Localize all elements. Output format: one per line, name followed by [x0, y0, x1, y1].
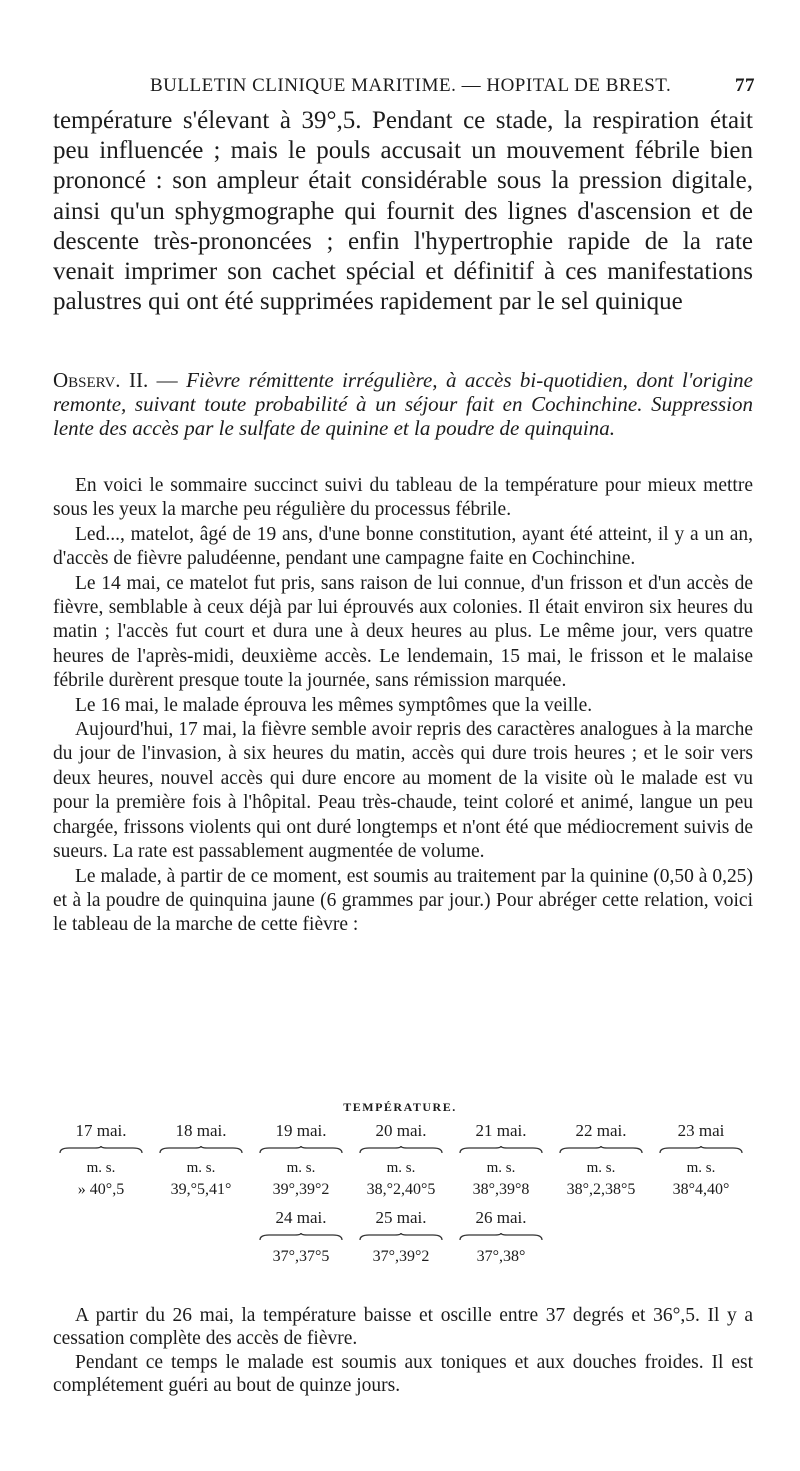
table-sub-cell: m. s.: [586, 1160, 616, 1176]
table-value-cell: 39°,39°2: [272, 1181, 330, 1198]
footer-paragraph: A partir du 26 mai, la température baisse et oscille entre 37 degrés et 36°,5. Il y a cessation complète des accès de fièvre.: [53, 1305, 753, 1350]
table-value-cell: 37°,39°2: [372, 1248, 430, 1265]
table-date-cell: 25 mai.: [375, 1208, 427, 1227]
body-paragraph: Le malade, à partir de ce moment, est soumis au traitement par la quinine (0,50 à 0,25) et à la poudre de quinquina jaune (6 grammes par jour.) Pour abréger cette relation, voici le tableau de la marche de cette fièvre :: [53, 865, 753, 936]
table-brace: [359, 1146, 443, 1154]
body-paragraph: Le 16 mai, le malade éprouva les mêmes symptômes que la veille.: [75, 694, 593, 716]
table-date-cell: 26 mai.: [475, 1208, 527, 1227]
table-brace: [259, 1233, 343, 1241]
table-sub-cell: m. s.: [186, 1160, 216, 1176]
table-braces-1: [53, 1146, 753, 1156]
table-value-cell: 38°,39°8: [472, 1181, 530, 1198]
observation-title: Fièvre rémittente irrégulière, à accès bi-quotidien, dont l'origine remonte, suivant toute probabilité à un séjour fait en Cochinchine. Suppression lente des accès par le sulfate de quinine et la poudre de quinquina.: [53, 368, 753, 440]
table-value-cell: 38°,2,38°5: [566, 1181, 636, 1198]
table-brace: [159, 1146, 243, 1154]
table-date-cell: 20 mai.: [375, 1121, 427, 1140]
lead-paragraph: température s'élevant à 39°,5. Pendant ce stade, la respiration était peu influencée ; mais le pouls accusait un mouvement fébrile bien prononcé : son ampleur était considérable sous la pression digitale, ainsi qu'un sphygmographe qui fournit des lignes d'ascension et de descente très-prononcées ; enfin l'hypertrophie rapide de la rate venait imprimer son cachet spécial et définitif à ces manifestations palustres qui ont été supprimées rapidement par le sel quinique: [53, 107, 753, 316]
table-sub-cell: m. s.: [386, 1160, 416, 1176]
body-paragraph: En voici le sommaire succinct suivi du tableau de la température pour mieux mettre sous les yeux la marche peu régulière du processus fébrile.: [53, 475, 753, 521]
body-paragraph: Le 14 mai, ce matelot fut pris, sans raison de lui connue, d'un frisson et d'un accès de fièvre, semblable à ceux déjà par lui éprouvés aux colonies. Il était environ six heures du matin ; l'accès fut court et dura une à deux heures au plus. Le même jour, vers quatre heures de l'après-midi, deuxième accès. Le lendemain, 15 mai, le frisson et le malaise fébrile durèrent presque toute la journée, sans rémission marquée.: [53, 572, 753, 692]
table-sub-cell: m. s.: [286, 1160, 316, 1176]
table-braces-2: [53, 1233, 753, 1243]
body-paragraph: Led..., matelot, âgé de 19 ans, d'une bonne constitution, ayant été atteint, il y a un an, d'accès de fièvre paludéenne, pendant une campagne faite en Cochinchine.: [53, 523, 753, 570]
table-brace: [259, 1146, 343, 1154]
table-value-cell: » 40°,5: [77, 1181, 125, 1198]
table-brace: [359, 1233, 443, 1241]
table-brace: [659, 1146, 743, 1154]
table-value-cell: 37°,38°: [476, 1248, 526, 1265]
table-value-cell: 38,°2,40°5: [366, 1181, 436, 1198]
table-value-cell: 38°4,40°: [672, 1181, 730, 1198]
journal-title: BULLETIN CLINIQUE MARITIME. — HOPITAL DE BREST.: [150, 75, 672, 96]
table-brace: [459, 1233, 543, 1241]
table-date-cell: 24 mai.: [275, 1208, 327, 1227]
body-text: [53, 474, 753, 938]
body-paragraph: Aujourd'hui, 17 mai, la fièvre semble avoir repris des caractères analogues à la marche du jour de l'invasion, à six heures du matin, accès qui dure trois heures ; et le soir vers deux heures, nouvel accès qui dure encore au moment de la visite où le malade est vu pour la première fois à l'hôpital. Peau très-chaude, teint coloré et animé, langue un peu chargée, frissons violents qui ont duré longtemps et n'ont été que médiocrement suivis de sueurs. La rate est passablement augmentée de volume.: [53, 719, 753, 863]
observation-label: Observ. II. —: [53, 368, 178, 392]
table-brace: [459, 1146, 543, 1154]
page-number: 77: [735, 75, 755, 96]
running-header: [150, 75, 755, 101]
table-date-cell: 17 mai.: [75, 1121, 127, 1140]
table-title: TEMPÉRATURE.: [343, 1100, 457, 1114]
table-date-cell: 23 mai: [677, 1121, 725, 1140]
table-brace: [559, 1146, 643, 1154]
table-value-cell: 39,°5,41°: [170, 1181, 232, 1198]
table-sub-cell: m. s.: [86, 1160, 116, 1176]
observation-heading: [53, 368, 753, 440]
table-brace: [59, 1146, 143, 1154]
table-date-cell: 22 mai.: [575, 1121, 627, 1140]
footer-paragraph: Pendant ce temps le malade est soumis aux toniques et aux douches froides. Il est complétement guéri au bout de quinze jours.: [53, 1351, 753, 1397]
table-value-cell: 37°,37°5: [272, 1248, 330, 1265]
table-date-cell: 19 mai.: [275, 1121, 327, 1140]
footer-text: [53, 1304, 753, 1398]
table-date-cell: 21 mai.: [475, 1121, 527, 1140]
table-sub-cell: m. s.: [486, 1160, 516, 1176]
table-sub-cell: m. s.: [686, 1160, 716, 1176]
table-date-cell: 18 mai.: [175, 1121, 227, 1140]
